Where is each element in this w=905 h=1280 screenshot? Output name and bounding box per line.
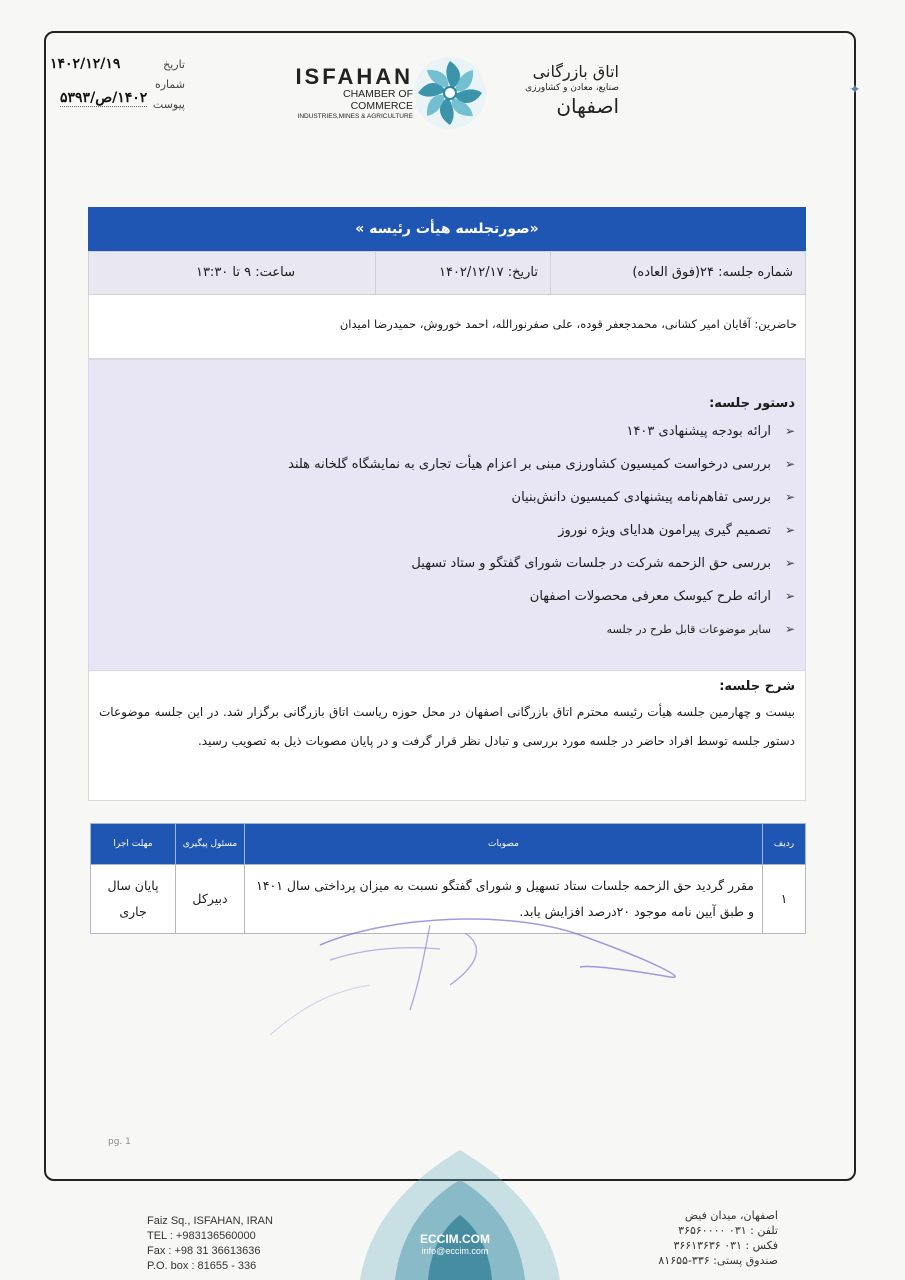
cell-row: ۱: [763, 865, 806, 934]
arrow-bullet-icon: ➢: [784, 556, 795, 570]
attachment-label: پیوست: [152, 98, 185, 111]
email-link[interactable]: info@eccim.com: [421, 1246, 489, 1256]
agenda-item: [99, 421, 795, 454]
agenda-item: [99, 487, 795, 520]
agenda-item-text: بررسی درخواست کمیسیون کشاورزی مبنی بر اعزام هیأت تجاری به نمایشگاه گلخانه هلند: [288, 457, 771, 472]
logo-english: [283, 66, 413, 122]
address-fa: اصفهان، میدان فیض: [684, 1209, 778, 1222]
address-en: Faiz Sq., ISFAHAN, IRAN: [147, 1215, 273, 1227]
attendees: حاضرین: آقایان امیر کشانی، محمدجعفر قوده، علی صفرنورالله، احمد خوروش، حمیدرضا امیدان: [88, 295, 806, 359]
website-link[interactable]: ECCIM.COM: [420, 1232, 490, 1246]
logo-en-city: ISFAHAN: [295, 64, 413, 89]
col-resolution: مصوبات: [245, 824, 763, 865]
agenda-item-text: بررسی تفاهم‌نامه پیشنهادی کمیسیون دانش‌بنیان: [511, 490, 771, 505]
logo-persian: [489, 62, 619, 118]
cell-deadline: پایان سال جاری: [91, 865, 176, 934]
fax-en: Fax : +98 31 36613636: [147, 1245, 261, 1257]
description-text: بیست و چهارمین جلسه هیأت رئیسه محترم اتاق بازرگانی اصفهان در محل حوزه ریاست اتاق بازرگانی برگزار شد. در این جلسه موضوعات دستور جلسه توسط افراد حاضر در جلسه مورد بررسی و تبادل نظر قرار گرفت و در پایان مصوبات ذیل به تصویب رسید.: [99, 705, 795, 748]
logo-fa-chamber: اتاق بازرگانی: [532, 62, 619, 81]
pobox-fa: صندوق پستی: ۳۳۶-۸۱۶۵۵: [658, 1254, 778, 1267]
arrow-bullet-icon: ➢: [784, 457, 795, 471]
agenda-item-text: تصمیم گیری پیرامون هدایای ویژه نوروز: [558, 523, 771, 538]
number-label: شماره: [154, 78, 185, 91]
agenda-item: [99, 553, 795, 586]
agenda-item-text: بررسی حق الزحمه شرکت در جلسات شورای گفتگو و ستاد تسهیل: [411, 556, 771, 571]
col-row: ردیف: [763, 824, 806, 865]
document-title: «صورتجلسه هیأت رئیسه »: [88, 207, 806, 251]
agenda-item-text: ارائه طرح کیوسک معرفی محصولات اصفهان: [529, 589, 771, 604]
agenda-item-text: سایر موضوعات قابل طرح در جلسه: [606, 623, 771, 636]
footer-website: [380, 1232, 530, 1257]
date-label: تاریخ: [163, 58, 185, 71]
agenda-item: [99, 520, 795, 553]
letter-number: ۱۴۰۲/ص/۵۳۹۳: [60, 90, 148, 106]
agenda-item-text: ارائه بودجه پیشنهادی ۱۴۰۳: [626, 424, 771, 439]
cell-responsible: دبیرکل: [176, 865, 245, 934]
table-header-row: [91, 824, 806, 865]
footer-contact-en: [147, 1214, 273, 1274]
session-number: شماره جلسه: ۲۴(فوق العاده): [550, 252, 805, 294]
agenda-section: [88, 359, 806, 671]
session-description: [88, 671, 806, 801]
letter-date: ۱۴۰۲/۱۲/۱۹: [50, 56, 121, 72]
footer-contact-fa: [628, 1208, 778, 1268]
logo-fa-city: اصفهان: [556, 94, 619, 118]
logo-en-sectors: INDUSTRIES,MINES & AGRICULTURE: [297, 113, 413, 120]
page-number: pg. 1: [108, 1137, 131, 1147]
side-mark-icon: ✦: [849, 82, 861, 98]
session-date: تاریخ: ۱۴۰۲/۱۲/۱۷: [375, 252, 550, 294]
agenda-item: [99, 586, 795, 619]
arrow-bullet-icon: ➢: [784, 490, 795, 504]
pobox-en: P.O. box : 81655 - 336: [147, 1260, 257, 1272]
col-responsible: مسئول پیگیری: [176, 824, 245, 865]
description-title: شرح جلسه:: [719, 679, 795, 694]
agenda-item: [99, 619, 795, 652]
session-time: ساعت: ۹ تا ۱۳:۳۰: [195, 265, 295, 280]
arrow-bullet-icon: ➢: [784, 589, 795, 603]
fax-fa: فکس : ۰۳۱ ۳۶۶۱۳۶۳۶: [673, 1239, 778, 1252]
col-deadline: مهلت اجرا: [91, 824, 176, 865]
arrow-bullet-icon: ➢: [784, 622, 795, 636]
arrow-bullet-icon: ➢: [784, 523, 795, 537]
agenda-item: [99, 454, 795, 487]
agenda-title: دستور جلسه:: [709, 396, 795, 411]
arrow-bullet-icon: ➢: [784, 424, 795, 438]
chamber-logo-icon: [412, 55, 488, 131]
tel-fa: تلفن : ۰۳۱ ۳۶۵۶۰۰۰۰: [678, 1224, 778, 1237]
logo-fa-sectors: صنایع، معادن و کشاورزی: [525, 83, 619, 93]
letter-meta: [50, 56, 185, 116]
session-info-row: [88, 251, 806, 295]
agenda-list: [99, 421, 795, 652]
cell-resolution: مقرر گردید حق الزحمه جلسات ستاد تسهیل و شورای گفتگو نسبت به میزان پرداختی سال ۱۴۰۱ و طبق آیین نامه موجود ۲۰درصد افزایش یابد.: [245, 865, 763, 934]
logo-en-chamber: CHAMBER OF COMMERCE: [342, 88, 413, 112]
tel-en: TEL : +983136560000: [147, 1230, 256, 1242]
footer-ornament-icon: [330, 1140, 590, 1280]
handwritten-signature: [250, 905, 710, 1045]
